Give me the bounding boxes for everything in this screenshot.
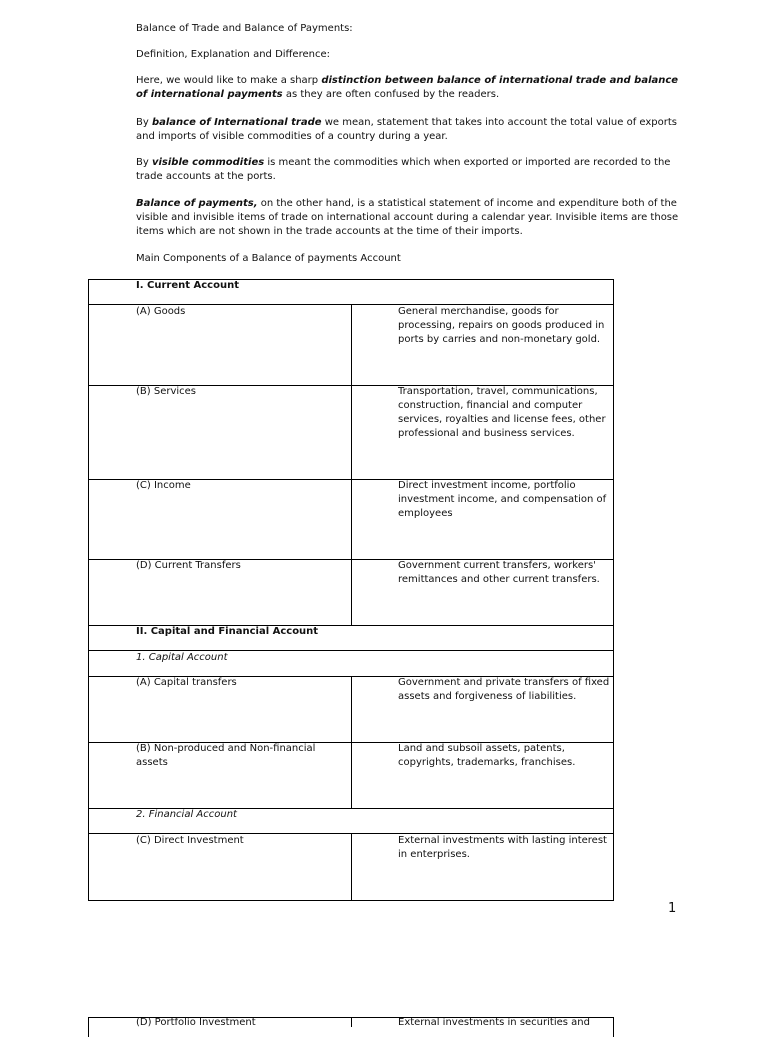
paragraph-text: By — [136, 157, 152, 168]
subsection-financial-account: 2. Financial Account — [136, 809, 237, 820]
document-title: Balance of Trade and Balance of Payments: — [136, 23, 353, 34]
document-subtitle: Definition, Explanation and Difference: — [136, 49, 330, 60]
paragraph-text: is meant the commodities which when exported or imported are recorded to the trade accounts at the ports. — [136, 157, 671, 182]
emphasis-text: balance of International trade — [151, 117, 322, 128]
column-divider — [351, 1017, 352, 1027]
section-capital-financial-account: II. Capital and Financial Account — [136, 626, 319, 637]
row-desc-current-transfers: Government current transfers, workers' remittances and other current transfers. — [398, 560, 600, 585]
paragraph-visible-commodities — [136, 156, 684, 184]
section-current-account: I. Current Account — [136, 280, 239, 291]
paragraph-text: By — [136, 117, 152, 128]
row-desc-non-produced-assets: Land and subsoil assets, patents, copyrights, trademarks, franchises. — [398, 743, 576, 768]
row-desc-direct-investment: External investments with lasting interest in enterprises. — [398, 835, 607, 860]
row-label-goods: (A) Goods — [136, 306, 186, 317]
emphasis-text: Balance of payments, — [136, 198, 258, 209]
row-desc-goods: General merchandise, goods for processing, repairs on goods produced in ports by carries and non-monetary gold. — [398, 306, 605, 345]
row-label-services: (B) Services — [136, 386, 197, 397]
paragraph-distinction — [136, 74, 684, 102]
row-label-direct-investment: (C) Direct Investment — [136, 835, 244, 846]
page-number: 1 — [668, 901, 677, 916]
paragraph-text: as they are often confused by the readers. — [282, 89, 500, 100]
paragraph-balance-of-payments — [136, 197, 684, 239]
column-divider — [351, 304, 352, 625]
row-desc-income: Direct investment income, portfolio investment income, and compensation of employees — [398, 480, 607, 519]
paragraph-balance-of-trade — [136, 116, 684, 144]
paragraph-text: Here, we would like to make a sharp — [136, 75, 322, 86]
paragraph-text: we mean, statement that takes into account the total value of exports and imports of visible commodities of a country during a year. — [136, 117, 678, 142]
row-label-current-transfers: (D) Current Transfers — [136, 560, 241, 571]
row-desc-capital-transfers: Government and private transfers of fixed assets and forgiveness of liabilities. — [398, 677, 610, 702]
row-label-non-produced-assets: (B) Non-produced and Non-financial assets — [136, 743, 316, 768]
column-divider — [351, 676, 352, 808]
table-caption: Main Components of a Balance of payments Account — [136, 253, 401, 264]
row-label-portfolio-investment: (D) Portfolio Investment — [136, 1017, 256, 1028]
row-label-capital-transfers: (A) Capital transfers — [136, 677, 237, 688]
row-desc-services: Transportation, travel, communications, construction, financial and computer services, royalties and license fees, other professional and business services. — [398, 386, 606, 439]
row-desc-portfolio-investment: External investments in securities and — [398, 1017, 590, 1028]
emphasis-text: distinction between balance of international trade and balance of international payments — [136, 75, 679, 100]
subsection-capital-account: 1. Capital Account — [136, 652, 228, 663]
emphasis-text: visible commodities — [151, 157, 265, 168]
column-divider — [351, 833, 352, 900]
paragraph-text: on the other hand, is a statistical statement of income and expenditure both of the visible and invisible items of trade on international account during a calendar year. Invisible items are those items which are not shown in the trade accounts at the time of their imports. — [136, 198, 679, 237]
row-label-income: (C) Income — [136, 480, 191, 491]
